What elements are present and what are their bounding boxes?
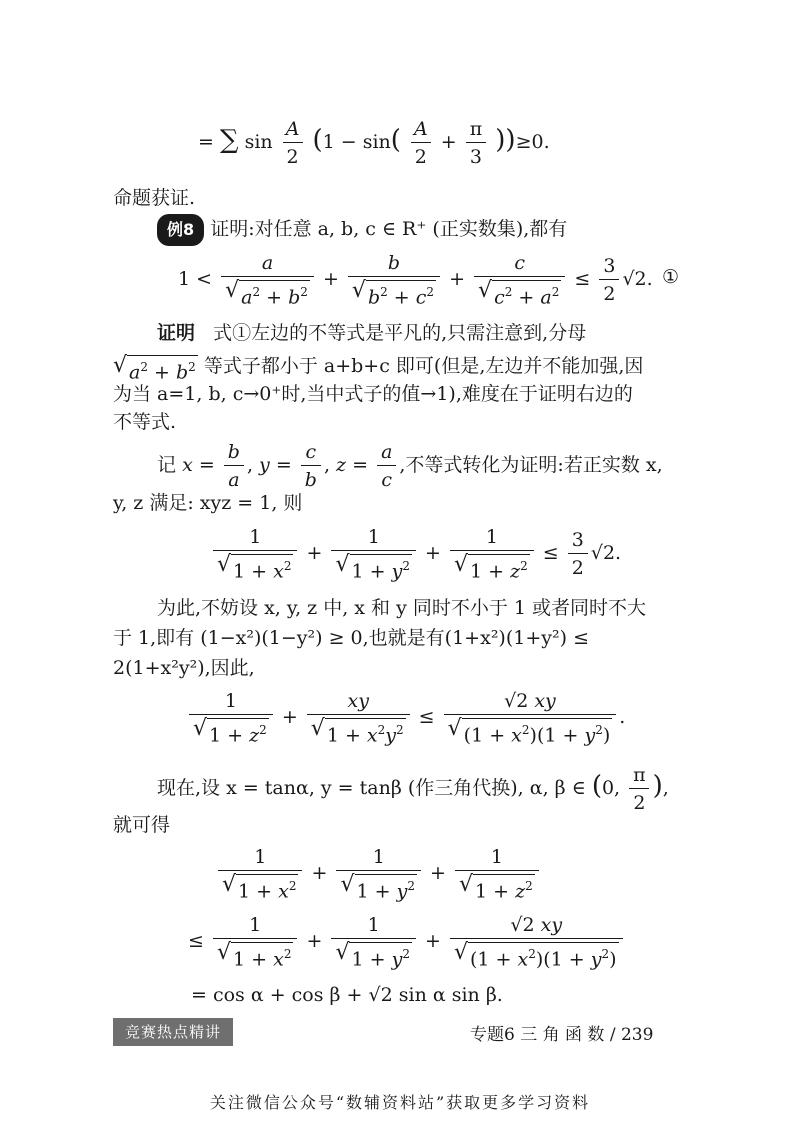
para-4-line-1: 现在,设 x = tanα, y = tanβ (作三角代换), α, β ∈ (0, $\frac{\pi}{2}$ ), bbox=[157, 764, 669, 814]
sum-line-1: 1 √ $1 + x^2$ + 1 √ $1 + y^2$ + 1 √ $1 + z^2$ bbox=[215, 846, 542, 902]
equation-number: ① bbox=[662, 266, 680, 288]
para-4-text: 现在,设 x = tanα, y = tanβ (作三角代换), α, β ∈ bbox=[157, 777, 586, 799]
para-3-line-3: 2(1+x²y²),因此, bbox=[113, 657, 255, 679]
proof-line-4: 不等式. bbox=[113, 411, 177, 433]
inequality-1: 1 < a √ $a^2 + b^2$ + b √ $b^2 + c^2$ + c √ $c^2 + a^2$ ≤ $\frac{3}{2}$ √2. bbox=[178, 252, 653, 309]
example-tag: 例8 bbox=[157, 214, 204, 246]
sum-line-2: ≤ 1 √ $1 + x^2$ + 1 √ $1 + y^2$ + √2 xy √ $(1 + x^2)(1 + y^2)$ bbox=[188, 914, 626, 970]
substitution-line: 记 x = $\frac{b}{a}$ , y = $\frac{c}{b}$ , z = $\frac{a}{c}$ ,不等式转化为证明:若正实数 x, bbox=[157, 441, 663, 491]
proof-done: 命题获证. bbox=[113, 187, 196, 209]
para-3-line-1: 为此,不妨设 x, y, z 中, x 和 y 同时不小于 1 或者同时不大 bbox=[157, 597, 647, 619]
watermark-text: 关注微信公众号“数辅资料站”获取更多学习资料 bbox=[209, 1093, 591, 1112]
condition-line: y, z 满足: xyz = 1, 则 bbox=[113, 492, 303, 514]
sub-label: 记 bbox=[157, 454, 177, 476]
proof-line-2: √ $a^2 + b^2$ 等式子都小于 a+b+c 即可(但是,左边并不能加强,因 bbox=[113, 353, 644, 384]
proof-text-1: 式①左边的不等式是平凡的,只需注意到,分母 bbox=[213, 322, 587, 344]
formula-sum-sin: = ∑ sin $\frac{A}{2}$ (1 − sin( $\frac{A}{2}$ + $\frac{\pi}{3}$ ))≥0. bbox=[198, 118, 550, 168]
formula-tail: ≥0. bbox=[515, 131, 550, 153]
example-heading bbox=[157, 214, 567, 246]
proof-line-3: 为当 a=1, b, c→0⁺时,当中式子的值→1),难度在于证明右边的 bbox=[113, 383, 633, 405]
proof-paragraph-1 bbox=[157, 318, 586, 348]
section-badge: 竞赛热点精讲 bbox=[113, 1018, 233, 1046]
inequality-2: 1 √ $1 + x^2$ + 1 √ $1 + y^2$ + 1 √ $1 + z^2$ ≤ $\frac{3}{2}$ √2. bbox=[210, 526, 621, 582]
sub-text: ,不等式转化为证明:若正实数 x, bbox=[399, 454, 663, 476]
page-footer: 专题6 三 角 函 数 / 239 bbox=[470, 1025, 654, 1045]
para-3-line-2: 于 1,即有 (1−x²)(1−y²) ≥ 0,也就是有(1+x²)(1+y²) ≤ bbox=[113, 627, 589, 649]
proof-text-2: 等式子都小于 a+b+c 即可(但是,左边并不能加强,因 bbox=[203, 355, 644, 377]
final-line: = cos α + cos β + √2 sin α sin β. bbox=[191, 984, 503, 1006]
proof-label: 证明 bbox=[157, 322, 196, 344]
inequality-3: 1 √ $1 + z^2$ + xy √ $1 + x^2y^2$ ≤ √2 xy √ $(1 + x^2)(1 + y^2)$ . bbox=[186, 690, 625, 746]
example-statement: 证明:对任意 a, b, c ∈ R⁺ (正实数集),都有 bbox=[210, 218, 568, 240]
para-4-line-2: 就可得 bbox=[113, 814, 171, 836]
